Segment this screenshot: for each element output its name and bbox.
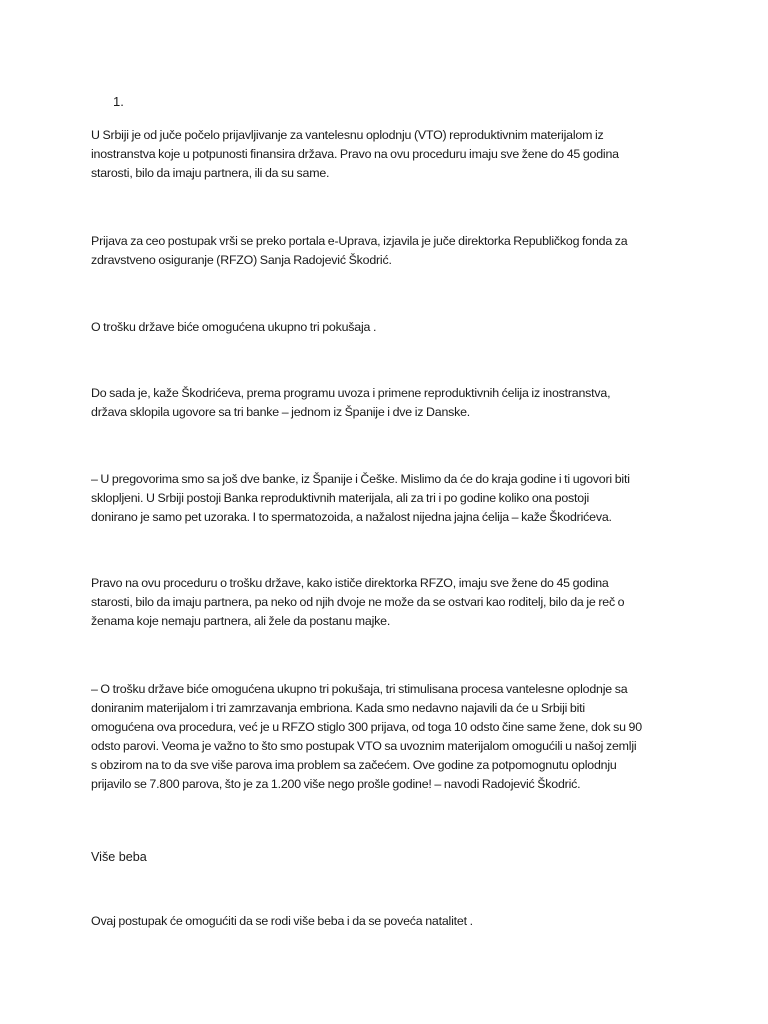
paragraph-line: omogućena ova procedura, već je u RFZO stiglo 300 prijava, od toga 10 odsto čine same žene, dok su 90 [91, 720, 642, 734]
section-heading: Više beba [91, 850, 147, 864]
paragraph-line: – O trošku države biće omogućena ukupno tri pokušaja, tri stimulisana procesa vantelesne oplodnje sa [91, 682, 628, 696]
paragraph-line: Ovaj postupak će omogućiti da se rodi više beba i da se poveća natalitet . [91, 914, 473, 928]
paragraph-line: O trošku države biće omogućena ukupno tri pokušaja . [91, 320, 377, 334]
paragraph-line: starosti, bilo da imaju partnera, ili da su same. [91, 166, 330, 180]
paragraph-line: s obzirom na to da sve više parova ima problem sa začećem. Ove godine za potpomognutu oplodnju [91, 758, 617, 772]
paragraph-1 [91, 126, 691, 183]
paragraph-line: starosti, bilo da imaju partnera, pa neko od njih dvoje ne može da se ostvari kao roditelj, bilo da je reč o [91, 595, 625, 609]
paragraph-line: inostranstva koje u potpunosti finansira država. Pravo na ovu proceduru imaju sve žene do 45 godina [91, 147, 619, 161]
paragraph-line: Pravo na ovu proceduru o trošku države, kako ističe direktorka RFZO, imaju sve žene do 45 godina [91, 576, 609, 590]
paragraph-line: Do sada je, kaže Škodrićeva, prema programu uvoza i primene reproduktivnih ćelija iz inostranstva, [91, 386, 611, 400]
list-number: 1. [113, 94, 124, 109]
paragraph-line: odsto parovi. Veoma je važno to što smo postupak VTO sa uvoznim materijalom omogućili u našoj zemlji [91, 739, 637, 753]
paragraph-2 [91, 232, 691, 270]
paragraph-5 [91, 470, 691, 527]
paragraph-line: ženama koje nemaju partnera, ali žele da postanu majke. [91, 614, 391, 628]
paragraph-4 [91, 384, 691, 422]
paragraph-line: prijavilo se 7.800 parova, što je za 1.200 više nego prošle godine! – navodi Radojević Škodrić. [91, 777, 581, 791]
paragraph-3 [91, 318, 691, 337]
paragraph-line: Prijava za ceo postupak vrši se preko portala e-Uprava, izjavila je juče direktorka Republičkog fonda za [91, 234, 628, 248]
paragraph-final [91, 912, 691, 931]
paragraph-line: U Srbiji je od juče počelo prijavljivanje za vantelesnu oplodnju (VTO) reproduktivnim materijalom iz [91, 128, 604, 142]
paragraph-line: zdravstveno osiguranje (RFZO) Sanja Radojević Škodrić. [91, 253, 392, 267]
paragraph-line: doniranim materijalom i tri zamrzavanja embriona. Kada smo nedavno najavili da će u Srbiji biti [91, 701, 585, 715]
paragraph-line: donirano je samo pet uzoraka. I to spermatozoida, a nažalost nijedna jajna ćelija – kaže Škodrićeva. [91, 510, 612, 524]
paragraph-line: sklopljeni. U Srbiji postoji Banka reproduktivnih materijala, ali za tri i po godine koliko ona postoji [91, 491, 590, 505]
paragraph-6 [91, 574, 691, 631]
paragraph-line: – U pregovorima smo sa još dve banke, iz Španije i Češke. Mislimo da će do kraja godine i ti ugovori biti [91, 472, 630, 486]
paragraph-7 [91, 680, 691, 794]
paragraph-line: država sklopila ugovore sa tri banke – jednom iz Španije i dve iz Danske. [91, 405, 471, 419]
